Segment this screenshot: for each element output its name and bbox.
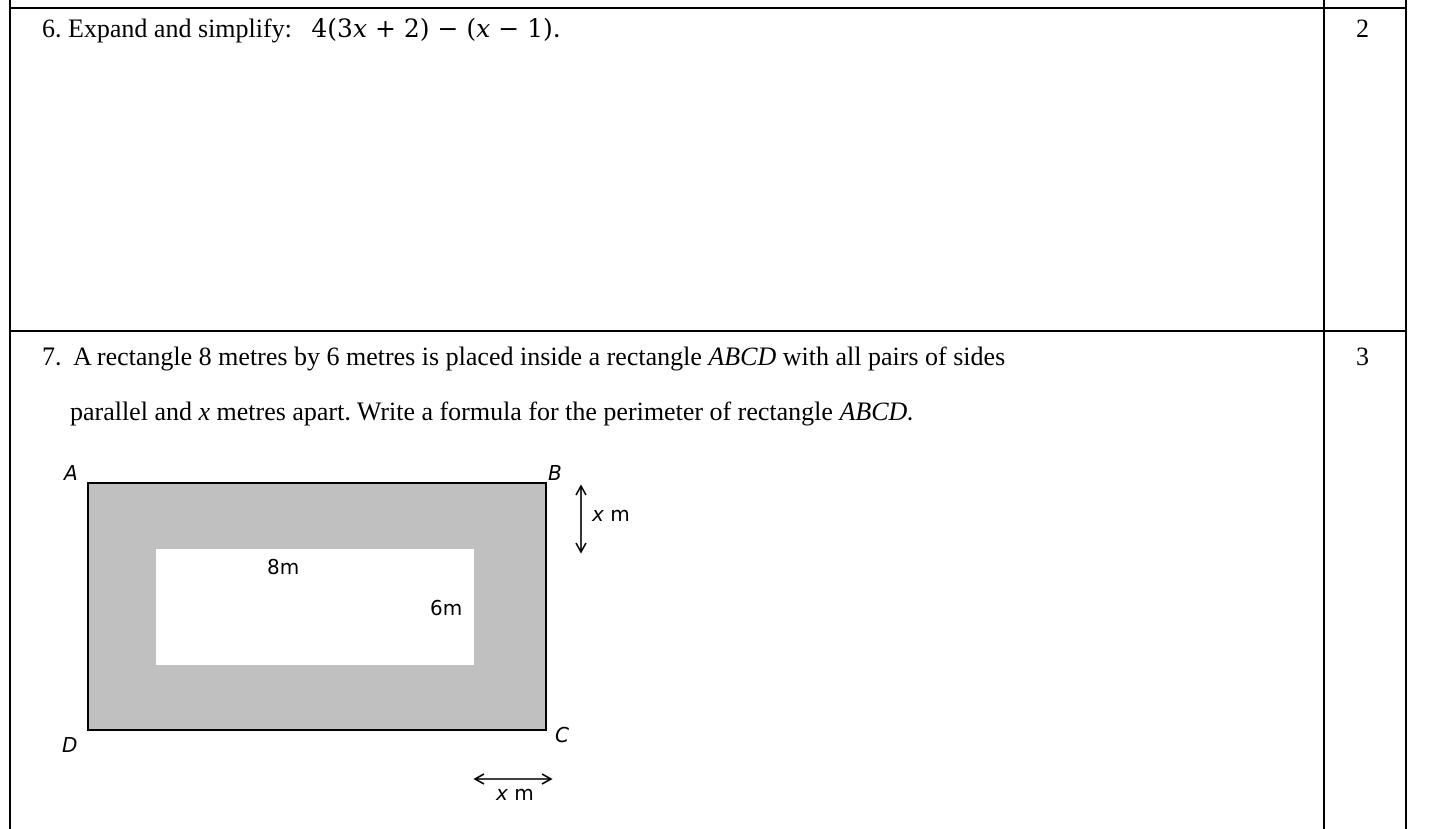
question-7-line-1: 7. A rectangle 8 metres by 6 metres is placed inside a rectangle ABCD with all pairs of sides: [42, 342, 1006, 371]
question-7-number: 7.: [42, 342, 62, 371]
question-6-prompt: Expand and simplify:: [68, 14, 292, 43]
inner-width-label: 8m: [267, 555, 300, 579]
table-right-border: [1405, 0, 1407, 829]
row-top-border: [9, 7, 1407, 9]
vertex-label-b: B: [548, 461, 562, 485]
vertex-label-d: D: [62, 733, 78, 757]
horizontal-gap-label: x m: [496, 781, 534, 805]
vertex-label-a: A: [64, 461, 78, 485]
question-6-number: 6.: [42, 14, 62, 43]
rectangle-diagram-figure: [50, 460, 650, 805]
table-left-border: [9, 0, 11, 829]
vertex-label-c: C: [555, 723, 569, 747]
question-7-marks: 3: [1356, 342, 1369, 371]
marks-column-divider: [1323, 0, 1325, 829]
vertical-gap-label: x m: [592, 502, 630, 526]
vertical-gap-arrow: [576, 486, 586, 552]
question-6-expression: 4(3x + 2) − (x − 1).: [311, 14, 561, 43]
question-6-marks: 2: [1356, 14, 1369, 43]
row-divider: [9, 330, 1407, 332]
inner-rectangle: [156, 549, 474, 665]
question-6: [42, 14, 561, 44]
question-7-line-2: parallel and x metres apart. Write a formula for the perimeter of rectangle ABCD.: [70, 397, 914, 426]
inner-height-label: 6m: [430, 596, 463, 620]
rectangle-diagram: [50, 460, 650, 805]
